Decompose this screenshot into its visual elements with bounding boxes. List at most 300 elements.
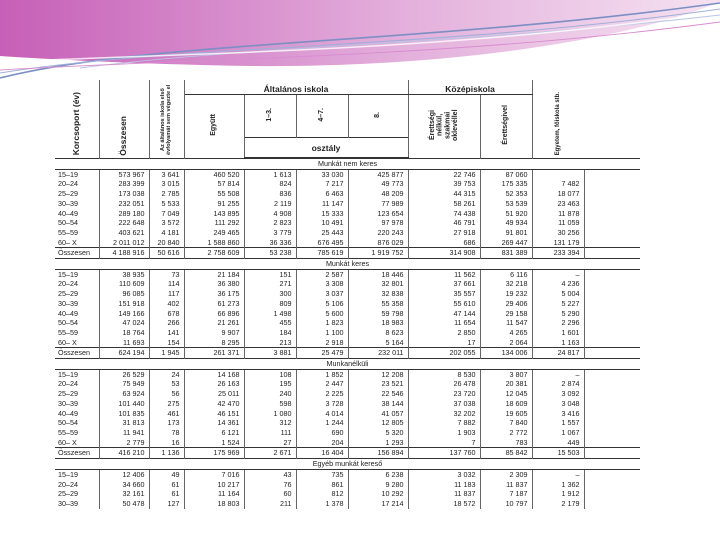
table-cell: 8 530 bbox=[408, 369, 480, 379]
table-cell: 91 801 bbox=[480, 228, 532, 238]
table-row bbox=[55, 428, 640, 438]
age-group-cell: 20–24 bbox=[55, 480, 99, 490]
table-cell: 2 225 bbox=[296, 389, 348, 399]
table-cell: 2 758 609 bbox=[184, 248, 244, 259]
table-cell: 213 bbox=[244, 338, 296, 348]
table-cell: 47 024 bbox=[99, 318, 149, 328]
table-cell: 17 214 bbox=[348, 499, 408, 509]
table-cell: 233 394 bbox=[532, 248, 584, 259]
age-group-cell: 25–29 bbox=[55, 289, 99, 299]
table-cell: – bbox=[532, 369, 584, 379]
table-cell: 3 728 bbox=[296, 399, 348, 409]
header-kozepiskola: Középiskola bbox=[408, 80, 532, 95]
age-group-cell: 40–49 bbox=[55, 209, 99, 219]
table-cell: 61 bbox=[149, 480, 184, 490]
table-cell: 78 bbox=[149, 428, 184, 438]
section-header-row bbox=[55, 158, 640, 169]
table-cell bbox=[584, 379, 640, 389]
table-cell bbox=[584, 418, 640, 428]
age-group-cell: 60– X bbox=[55, 338, 99, 348]
table-cell: 3 779 bbox=[244, 228, 296, 238]
table-cell: 15 503 bbox=[532, 448, 584, 459]
table-cell: 3 037 bbox=[296, 289, 348, 299]
table-cell: 11 562 bbox=[408, 269, 480, 279]
table-cell: 36 336 bbox=[244, 238, 296, 248]
table-cell: 1 588 860 bbox=[184, 238, 244, 248]
table-cell: 23 463 bbox=[532, 199, 584, 209]
table-cell: 7 217 bbox=[296, 179, 348, 189]
table-cell: 11 693 bbox=[99, 338, 149, 348]
table-cell: 3 807 bbox=[480, 369, 532, 379]
table-total-row bbox=[55, 248, 640, 259]
table-cell: 249 465 bbox=[184, 228, 244, 238]
table-cell: 37 661 bbox=[408, 279, 480, 289]
age-group-cell: 25–29 bbox=[55, 189, 99, 199]
table-cell: 3 048 bbox=[532, 399, 584, 409]
age-group-cell: 15–19 bbox=[55, 169, 99, 179]
table-cell: 53 539 bbox=[480, 199, 532, 209]
table-cell: 76 bbox=[244, 480, 296, 490]
table-cell: 15 333 bbox=[296, 209, 348, 219]
table-cell: 18 446 bbox=[348, 269, 408, 279]
table-cell: 3 881 bbox=[244, 348, 296, 359]
header-elso-evfolyam: Az általános iskola első évfolyamát sem végezte el bbox=[149, 80, 184, 158]
table-cell: 19 605 bbox=[480, 409, 532, 419]
table-cell: 7 882 bbox=[408, 418, 480, 428]
table-cell: 50 616 bbox=[149, 248, 184, 259]
table-cell: 26 478 bbox=[408, 379, 480, 389]
table-cell: 2 850 bbox=[408, 328, 480, 338]
table-row bbox=[55, 228, 640, 238]
header-korcsoport: Korcsoport (év) bbox=[55, 80, 99, 158]
table-cell: 60 bbox=[244, 489, 296, 499]
table-cell: 7 bbox=[408, 438, 480, 448]
table-cell: 11 941 bbox=[99, 428, 149, 438]
table-cell: 156 894 bbox=[348, 448, 408, 459]
table-cell: 2 671 bbox=[244, 448, 296, 459]
table-cell: 3 015 bbox=[149, 179, 184, 189]
table-cell: 96 085 bbox=[99, 289, 149, 299]
table-cell: 5 533 bbox=[149, 199, 184, 209]
table-cell: 283 399 bbox=[99, 179, 149, 189]
table-row bbox=[55, 169, 640, 179]
table-row bbox=[55, 328, 640, 338]
header-erettsegi-nelkul: Érettségi nélkül, szakmai oklevéllel bbox=[408, 95, 480, 159]
table-cell: 2 309 bbox=[480, 469, 532, 479]
table-cell: 11 164 bbox=[184, 489, 244, 499]
table-cell: 22 746 bbox=[408, 169, 480, 179]
table-cell: 20 840 bbox=[149, 238, 184, 248]
table-cell: 809 bbox=[244, 299, 296, 309]
age-group-cell: Összesen bbox=[55, 348, 99, 359]
table-cell: 2 772 bbox=[480, 428, 532, 438]
header-grade-4-7: 4–7. bbox=[296, 95, 348, 138]
table-cell: 11 147 bbox=[296, 199, 348, 209]
table-cell: 25 011 bbox=[184, 389, 244, 399]
table-cell: 12 208 bbox=[348, 369, 408, 379]
table-cell: 75 949 bbox=[99, 379, 149, 389]
table-cell: 2 296 bbox=[532, 318, 584, 328]
table-row bbox=[55, 269, 640, 279]
table-cell: 18 983 bbox=[348, 318, 408, 328]
table-row bbox=[55, 218, 640, 228]
table-cell: 1 080 bbox=[244, 409, 296, 419]
table-row bbox=[55, 279, 640, 289]
table-cell: 101 835 bbox=[99, 409, 149, 419]
table-cell: 6 121 bbox=[184, 428, 244, 438]
table-cell bbox=[532, 169, 584, 179]
table-cell: 17 bbox=[408, 338, 480, 348]
table-cell: 111 292 bbox=[184, 218, 244, 228]
table-cell bbox=[584, 269, 640, 279]
table-cell: 66 896 bbox=[184, 309, 244, 319]
table-row bbox=[55, 389, 640, 399]
table-cell: 63 924 bbox=[99, 389, 149, 399]
table-cell: 24 817 bbox=[532, 348, 584, 359]
table-cell: 5 320 bbox=[348, 428, 408, 438]
table-cell: 30 256 bbox=[532, 228, 584, 238]
table-cell: 114 bbox=[149, 279, 184, 289]
table-cell: 676 495 bbox=[296, 238, 348, 248]
table-cell: 143 895 bbox=[184, 209, 244, 219]
table-cell: 598 bbox=[244, 399, 296, 409]
table-row bbox=[55, 409, 640, 419]
table-cell: 2 011 012 bbox=[99, 238, 149, 248]
table-row bbox=[55, 369, 640, 379]
table-cell: 55 610 bbox=[408, 299, 480, 309]
table-cell: 21 261 bbox=[184, 318, 244, 328]
table-cell: 141 bbox=[149, 328, 184, 338]
table-cell: 12 406 bbox=[99, 469, 149, 479]
table-cell bbox=[584, 409, 640, 419]
table-cell bbox=[584, 489, 640, 499]
table-row bbox=[55, 318, 640, 328]
table-cell bbox=[584, 209, 640, 219]
table-cell: – bbox=[532, 269, 584, 279]
table-cell: 175 969 bbox=[184, 448, 244, 459]
table-cell bbox=[584, 289, 640, 299]
table-cell bbox=[584, 318, 640, 328]
table-cell: 74 438 bbox=[408, 209, 480, 219]
table-cell: 52 353 bbox=[480, 189, 532, 199]
table-cell: 85 842 bbox=[480, 448, 532, 459]
table-cell: 1 244 bbox=[296, 418, 348, 428]
table-cell: 1 601 bbox=[532, 328, 584, 338]
table-cell: 289 180 bbox=[99, 209, 149, 219]
table-cell: 275 bbox=[149, 399, 184, 409]
table-cell bbox=[584, 469, 640, 479]
table-cell: 202 055 bbox=[408, 348, 480, 359]
table-cell: 59 798 bbox=[348, 309, 408, 319]
age-group-cell: 20–24 bbox=[55, 279, 99, 289]
table-cell: 18 609 bbox=[480, 399, 532, 409]
table-cell bbox=[584, 279, 640, 289]
table-cell bbox=[584, 348, 640, 359]
table-cell: 50 478 bbox=[99, 499, 149, 509]
table-cell: 678 bbox=[149, 309, 184, 319]
table-cell: 204 bbox=[296, 438, 348, 448]
table-cell: 137 760 bbox=[408, 448, 480, 459]
table-cell: 2 447 bbox=[296, 379, 348, 389]
table-cell: 48 209 bbox=[348, 189, 408, 199]
table-cell: 460 520 bbox=[184, 169, 244, 179]
age-group-cell: 15–19 bbox=[55, 369, 99, 379]
table-cell: 29 406 bbox=[480, 299, 532, 309]
table-cell: 41 057 bbox=[348, 409, 408, 419]
table-cell: 10 491 bbox=[296, 218, 348, 228]
table-row bbox=[55, 199, 640, 209]
table-cell bbox=[584, 248, 640, 259]
table-cell: 175 335 bbox=[480, 179, 532, 189]
table-row bbox=[55, 469, 640, 479]
table-cell: 9 280 bbox=[348, 480, 408, 490]
table-cell: 46 151 bbox=[184, 409, 244, 419]
table-cell: 449 bbox=[532, 438, 584, 448]
table-row bbox=[55, 299, 640, 309]
table-cell: 7 049 bbox=[149, 209, 184, 219]
table-cell: 23 521 bbox=[348, 379, 408, 389]
table-cell: 32 801 bbox=[348, 279, 408, 289]
age-group-cell: 60– X bbox=[55, 238, 99, 248]
header-osztaly: osztály bbox=[244, 138, 408, 159]
table-cell: 1 945 bbox=[149, 348, 184, 359]
table-cell bbox=[584, 480, 640, 490]
table-cell: 19 232 bbox=[480, 289, 532, 299]
table-cell: 1 613 bbox=[244, 169, 296, 179]
table-cell: 836 bbox=[244, 189, 296, 199]
table-cell: 3 308 bbox=[296, 279, 348, 289]
table-cell bbox=[584, 238, 640, 248]
table-cell: 61 273 bbox=[184, 299, 244, 309]
table-cell: 117 bbox=[149, 289, 184, 299]
table-cell: 2 918 bbox=[296, 338, 348, 348]
table-row bbox=[55, 209, 640, 219]
table-cell: 2 119 bbox=[244, 199, 296, 209]
table-cell: 266 bbox=[149, 318, 184, 328]
section-title: Egyéb munkát kereső bbox=[55, 459, 640, 470]
table-cell: 2 179 bbox=[532, 499, 584, 509]
table-cell: 25 479 bbox=[296, 348, 348, 359]
table-cell: 824 bbox=[244, 179, 296, 189]
section-title: Munkanélküli bbox=[55, 359, 640, 370]
table-row bbox=[55, 418, 640, 428]
table-cell: 461 bbox=[149, 409, 184, 419]
table-cell: 812 bbox=[296, 489, 348, 499]
table-cell: 26 529 bbox=[99, 369, 149, 379]
table-cell: 33 030 bbox=[296, 169, 348, 179]
table-cell: 232 051 bbox=[99, 199, 149, 209]
table-row bbox=[55, 289, 640, 299]
table-cell: 49 bbox=[149, 469, 184, 479]
table-cell bbox=[584, 179, 640, 189]
table-cell: 10 797 bbox=[480, 499, 532, 509]
table-cell: 1 912 bbox=[532, 489, 584, 499]
table-cell: 1 919 752 bbox=[348, 248, 408, 259]
age-group-cell: Összesen bbox=[55, 248, 99, 259]
age-group-cell: 25–29 bbox=[55, 489, 99, 499]
table-cell: 312 bbox=[244, 418, 296, 428]
table-cell: 154 bbox=[149, 338, 184, 348]
table-cell: 151 bbox=[244, 269, 296, 279]
table-cell: 18 803 bbox=[184, 499, 244, 509]
statistics-table-scan bbox=[55, 80, 640, 540]
table-cell: 131 179 bbox=[532, 238, 584, 248]
table-cell: 1 378 bbox=[296, 499, 348, 509]
table-cell: 455 bbox=[244, 318, 296, 328]
table-row bbox=[55, 438, 640, 448]
table-cell: 57 814 bbox=[184, 179, 244, 189]
header-grade-1-3: 1–3. bbox=[244, 95, 296, 138]
table-cell: 271 bbox=[244, 279, 296, 289]
table-cell: 6 116 bbox=[480, 269, 532, 279]
table-cell: 10 292 bbox=[348, 489, 408, 499]
table-cell: 108 bbox=[244, 369, 296, 379]
age-group-cell: 15–19 bbox=[55, 469, 99, 479]
table-cell: 1 163 bbox=[532, 338, 584, 348]
table-cell: 11 878 bbox=[532, 209, 584, 219]
table-cell: 12 045 bbox=[480, 389, 532, 399]
table-cell: 77 989 bbox=[348, 199, 408, 209]
table-cell: 735 bbox=[296, 469, 348, 479]
table-cell: 26 163 bbox=[184, 379, 244, 389]
table-cell: 240 bbox=[244, 389, 296, 399]
table-cell: 3 092 bbox=[532, 389, 584, 399]
table-cell bbox=[584, 299, 640, 309]
table-cell: 5 227 bbox=[532, 299, 584, 309]
table-cell: 861 bbox=[296, 480, 348, 490]
table-cell: 97 978 bbox=[348, 218, 408, 228]
header-egyetem: Egyetem, főiskola stb. bbox=[555, 92, 561, 156]
table-cell: 12 805 bbox=[348, 418, 408, 428]
age-group-cell: 30–39 bbox=[55, 299, 99, 309]
table-cell: 403 621 bbox=[99, 228, 149, 238]
age-group-cell: 55–59 bbox=[55, 228, 99, 238]
table-cell: 151 918 bbox=[99, 299, 149, 309]
table-cell: 56 bbox=[149, 389, 184, 399]
table-cell: 9 907 bbox=[184, 328, 244, 338]
age-group-cell: 30–39 bbox=[55, 199, 99, 209]
table-cell: 8 623 bbox=[348, 328, 408, 338]
table-cell: 6 238 bbox=[348, 469, 408, 479]
pink-wave-band bbox=[0, 0, 720, 66]
table-cell: 16 bbox=[149, 438, 184, 448]
table-cell: 3 572 bbox=[149, 218, 184, 228]
table-cell: 32 838 bbox=[348, 289, 408, 299]
table-cell: 6 463 bbox=[296, 189, 348, 199]
table-cell: 4 188 916 bbox=[99, 248, 149, 259]
table-cell: 23 720 bbox=[408, 389, 480, 399]
header-grade-8: 8. bbox=[348, 95, 408, 138]
age-group-cell: 30–39 bbox=[55, 499, 99, 509]
table-cell: 7 840 bbox=[480, 418, 532, 428]
table-total-row bbox=[55, 348, 640, 359]
table-cell: 876 029 bbox=[348, 238, 408, 248]
table-cell bbox=[584, 399, 640, 409]
table-cell: 184 bbox=[244, 328, 296, 338]
table-cell: 58 261 bbox=[408, 199, 480, 209]
table-cell: 55 358 bbox=[348, 299, 408, 309]
table-cell: 173 bbox=[149, 418, 184, 428]
table-cell: 14 361 bbox=[184, 418, 244, 428]
table-cell: 25 443 bbox=[296, 228, 348, 238]
table-cell: 1 362 bbox=[532, 480, 584, 490]
table-cell: 24 bbox=[149, 369, 184, 379]
table-cell: 38 144 bbox=[348, 399, 408, 409]
age-group-cell: 50–54 bbox=[55, 218, 99, 228]
table-cell: 4 908 bbox=[244, 209, 296, 219]
table-cell: 5 164 bbox=[348, 338, 408, 348]
table-row bbox=[55, 309, 640, 319]
age-group-cell: 50–54 bbox=[55, 318, 99, 328]
table-cell: 3 416 bbox=[532, 409, 584, 419]
age-group-cell: 25–29 bbox=[55, 389, 99, 399]
table-cell: 624 194 bbox=[99, 348, 149, 359]
table-cell: 7 016 bbox=[184, 469, 244, 479]
table-cell: 2 587 bbox=[296, 269, 348, 279]
table-cell: 21 184 bbox=[184, 269, 244, 279]
table-cell bbox=[584, 369, 640, 379]
table-cell: 1 293 bbox=[348, 438, 408, 448]
table-cell: 149 166 bbox=[99, 309, 149, 319]
table-total-row bbox=[55, 448, 640, 459]
table-cell: 300 bbox=[244, 289, 296, 299]
table-cell: 5 004 bbox=[532, 289, 584, 299]
table-cell: 110 609 bbox=[99, 279, 149, 289]
table-cell: 7 187 bbox=[480, 489, 532, 499]
age-group-cell: 20–24 bbox=[55, 179, 99, 189]
age-group-cell: 40–49 bbox=[55, 309, 99, 319]
table-cell: 32 161 bbox=[99, 489, 149, 499]
table-cell: 690 bbox=[296, 428, 348, 438]
table-cell bbox=[584, 169, 640, 179]
section-title: Munkát keres bbox=[55, 259, 640, 270]
table-cell: 20 381 bbox=[480, 379, 532, 389]
table-cell: 35 557 bbox=[408, 289, 480, 299]
table-cell: 1 136 bbox=[149, 448, 184, 459]
table-row bbox=[55, 338, 640, 348]
header-erettsegivel: Érettségivel bbox=[480, 95, 532, 159]
table-cell: 43 bbox=[244, 469, 296, 479]
table-cell bbox=[584, 499, 640, 509]
table-cell: 831 389 bbox=[480, 248, 532, 259]
table-cell: 785 619 bbox=[296, 248, 348, 259]
table-cell: 111 bbox=[244, 428, 296, 438]
table-cell: 51 920 bbox=[480, 209, 532, 219]
table-cell: 1 557 bbox=[532, 418, 584, 428]
table-cell bbox=[584, 328, 640, 338]
table-cell: 53 238 bbox=[244, 248, 296, 259]
table-cell: 8 295 bbox=[184, 338, 244, 348]
table-cell: 1 067 bbox=[532, 428, 584, 438]
header-altalanos-iskola: Általános iskola bbox=[184, 80, 408, 95]
table-cell: 123 654 bbox=[348, 209, 408, 219]
table-cell bbox=[584, 338, 640, 348]
table-cell: 220 243 bbox=[348, 228, 408, 238]
table-cell: 314 908 bbox=[408, 248, 480, 259]
section-header-row bbox=[55, 359, 640, 370]
table-cell: 4 181 bbox=[149, 228, 184, 238]
table-cell: 2 874 bbox=[532, 379, 584, 389]
header-osszesen: Összesen bbox=[99, 80, 149, 158]
table-cell: 2 779 bbox=[99, 438, 149, 448]
table-cell: 14 168 bbox=[184, 369, 244, 379]
table-cell: 2 823 bbox=[244, 218, 296, 228]
table-cell: 49 773 bbox=[348, 179, 408, 189]
table-cell bbox=[584, 228, 640, 238]
section-header-row bbox=[55, 259, 640, 270]
table-cell: 261 371 bbox=[184, 348, 244, 359]
age-group-cell: 40–49 bbox=[55, 409, 99, 419]
